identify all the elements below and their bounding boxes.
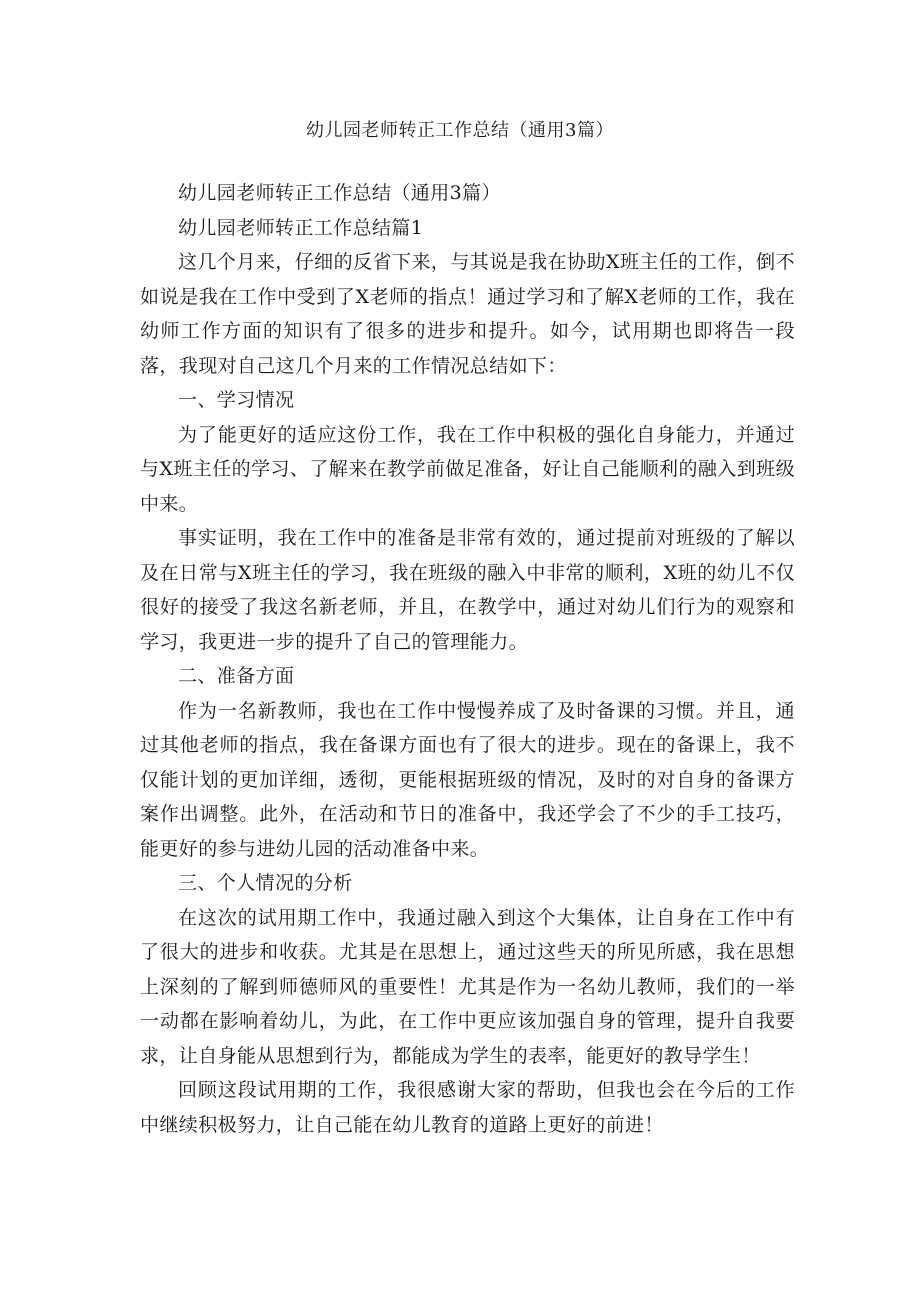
preparation-paragraph: 作为一名新教师，我也在工作中慢慢养成了及时备课的习惯。并且，通过其他老师的指点，我在备课方面也有了很大的进步。现在的备课上，我不仅能计划的更加详细，透彻，更能根据班级的情况，及时的对自身的备课方案作出调整。此外，在活动和节日的准备中，我还学会了不少的手工技巧，能更好的参与进幼儿园的活动准备中来。 <box>140 699 795 860</box>
document-title: 幼儿园老师转正工作总结（通用3篇） <box>306 120 614 141</box>
heading-preparation: 二、准备方面 <box>178 665 295 687</box>
intro-paragraph: 这几个月来，仔细的反省下来，与其说是我在协助X班主任的工作，倒不如说是我在工作中受到了X老师的指点！通过学习和了解X老师的工作，我在幼师工作方面的知识有了很多的进步和提升。如今，试用期也即将告一段落，我现对自己这几个月来的工作情况总结如下： <box>140 251 795 377</box>
study-paragraph-1: 为了能更好的适应这份工作，我在工作中积极的强化自身能力，并通过与X班主任的学习、了解来在教学前做足准备，好让自己能顺利的融入到班级中来。 <box>140 423 795 515</box>
study-paragraph-2: 事实证明，我在工作中的准备是非常有效的，通过提前对班级的了解以及在日常与X班主任的学习，我在班级的融入中非常的顺利，X班的幼儿不仅很好的接受了我这名新老师，并且，在教学中，通过对幼儿们行为的观察和学习，我更进一步的提升了自己的管理能力。 <box>140 527 795 653</box>
heading-study: 一、学习情况 <box>178 389 295 411</box>
closing-paragraph: 回顾这段试用期的工作，我很感谢大家的帮助，但我也会在今后的工作中继续积极努力，让自己能在幼儿教育的道路上更好的前进！ <box>140 1079 795 1136</box>
subtitle-paragraph: 幼儿园老师转正工作总结（通用3篇） <box>178 182 501 204</box>
document-body <box>140 176 795 1142</box>
personal-analysis-paragraph: 在这次的试用期工作中，我通过融入到这个大集体，让自身在工作中有了很大的进步和收获。尤其是在思想上，通过这些天的所见所感，我在思想上深刻的了解到师德师风的重要性！尤其是作为一名幼儿教师，我们的一举一动都在影响着幼儿，为此，在工作中更应该加强自身的管理，提升自我要求，让自身能从思想到行为，都能成为学生的表率，能更好的教导学生！ <box>140 906 795 1067</box>
heading-personal-analysis: 三、个人情况的分析 <box>178 872 353 894</box>
section-heading-part1: 幼儿园老师转正工作总结篇1 <box>178 216 424 239</box>
